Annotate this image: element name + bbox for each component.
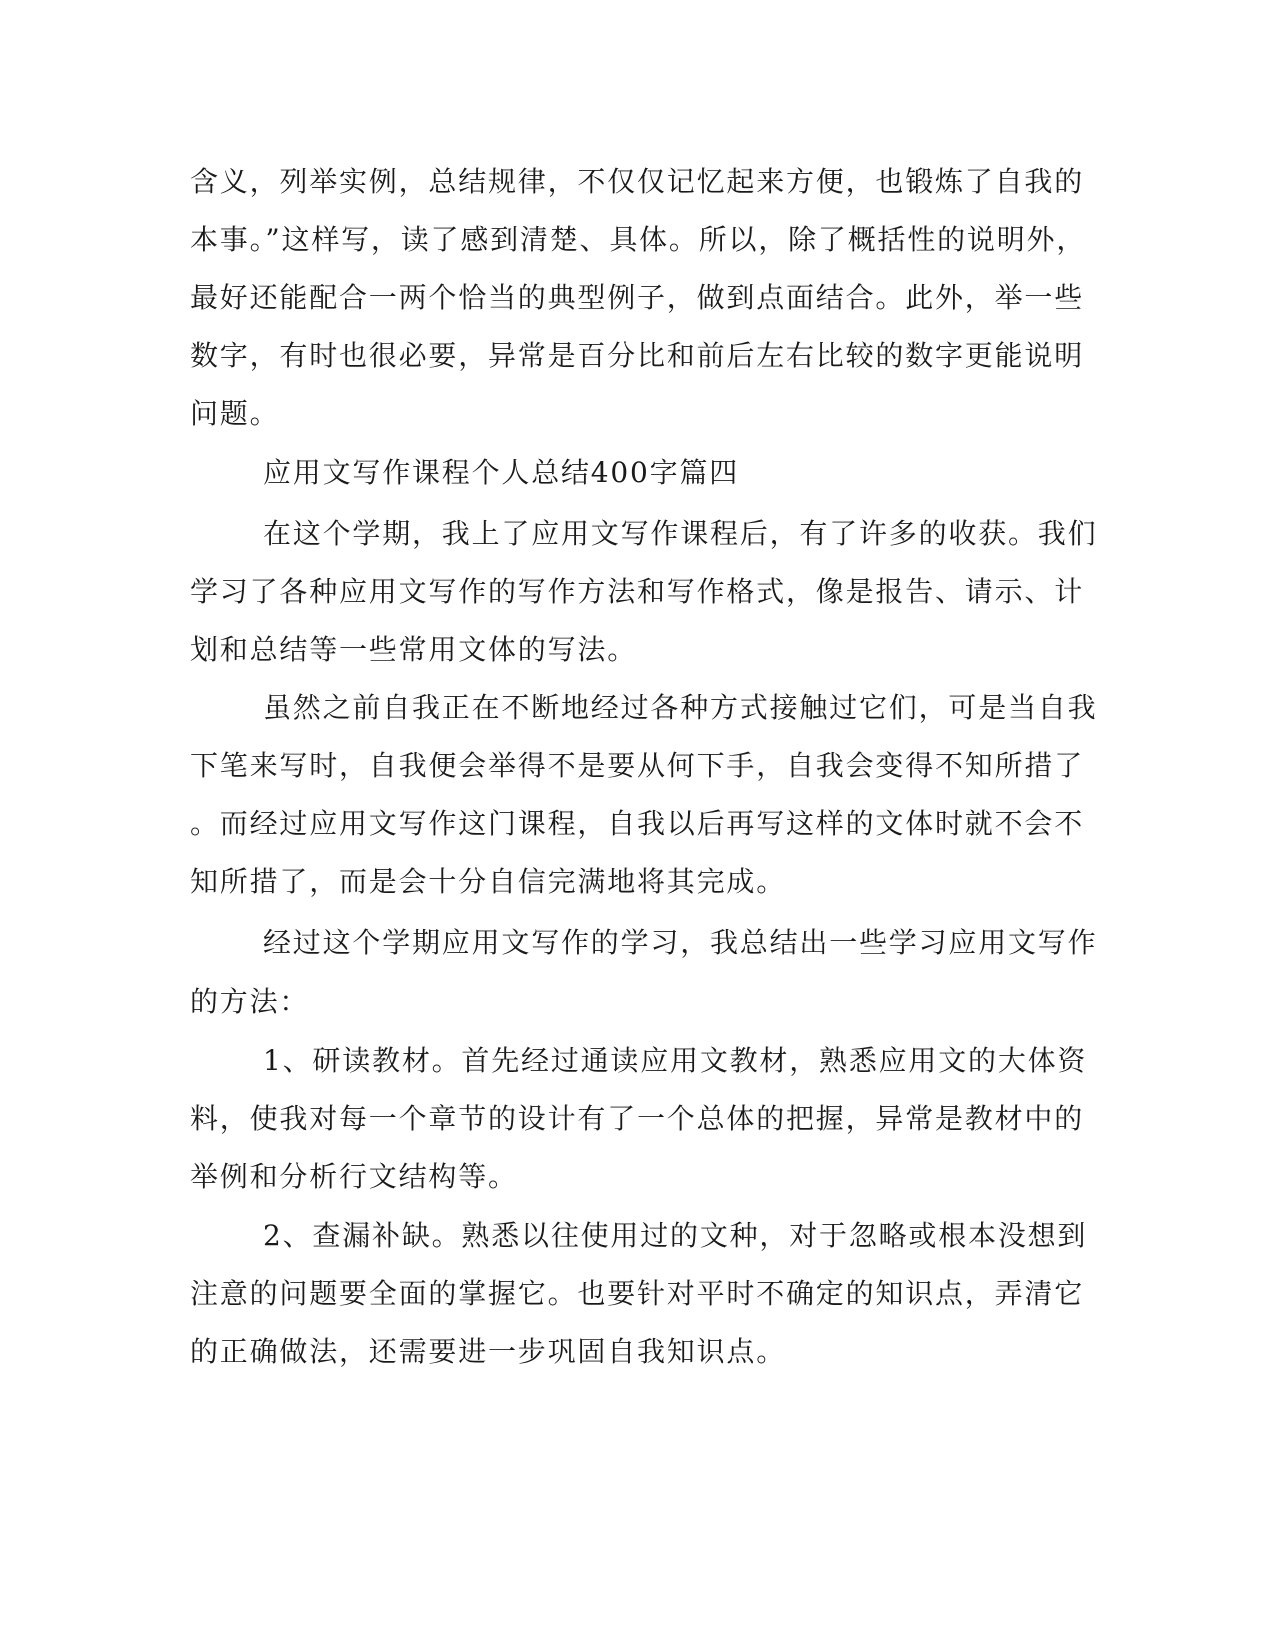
text-line: 1、研读教材。首先经过通读应用文教材，熟悉应用文的大体资 [263, 1044, 1088, 1077]
text-line: 经过这个学期应用文写作的学习，我总结出一些学习应用文写作 [263, 926, 1098, 959]
text-line: 数字，有时也很必要，异常是百分比和前后左右比较的数字更能说明 [190, 339, 1085, 372]
text-line: 学习了各种应用文写作的写作方法和写作格式，像是报告、请示、计 [190, 575, 1085, 608]
text-line: 的正确做法，还需要进一步巩固自我知识点。 [190, 1335, 787, 1368]
text-line: 最好还能配合一两个恰当的典型例子，做到点面结合。此外，举一些 [190, 281, 1085, 314]
text-line: 含义，列举实例，总结规律，不仅仅记忆起来方便，也锻炼了自我的 [190, 165, 1085, 198]
text-line: 料，使我对每一个章节的设计有了一个总体的把握，异常是教材中的 [190, 1102, 1085, 1135]
text-line: 划和总结等一些常用文体的写法。 [190, 633, 638, 666]
text-line: 的方法： [190, 985, 310, 1018]
text-line: 2、查漏补缺。熟悉以往使用过的文种，对于忽略或根本没想到 [263, 1219, 1088, 1252]
text-line: 问题。 [190, 397, 280, 430]
text-line: 在这个学期，我上了应用文写作课程后，有了许多的收获。我们 [263, 517, 1098, 550]
text-line: 举例和分析行文结构等。 [190, 1160, 518, 1193]
text-line: 注意的问题要全面的掌握它。也要针对平时不确定的知识点，弄清它 [190, 1277, 1085, 1310]
section-heading: 应用文写作课程个人总结400字篇四 [263, 456, 740, 489]
text-line: 虽然之前自我正在不断地经过各种方式接触过它们，可是当自我 [263, 691, 1098, 724]
text-line: 。而经过应用文写作这门课程，自我以后再写这样的文体时就不会不 [190, 807, 1085, 840]
text-line: 本事。”这样写，读了感到清楚、具体。所以，除了概括性的说明外， [190, 223, 1087, 256]
text-line: 知所措了，而是会十分自信完满地将其完成。 [190, 865, 787, 898]
text-line: 下笔来写时，自我便会举得不是要从何下手，自我会变得不知所措了 [190, 749, 1085, 782]
